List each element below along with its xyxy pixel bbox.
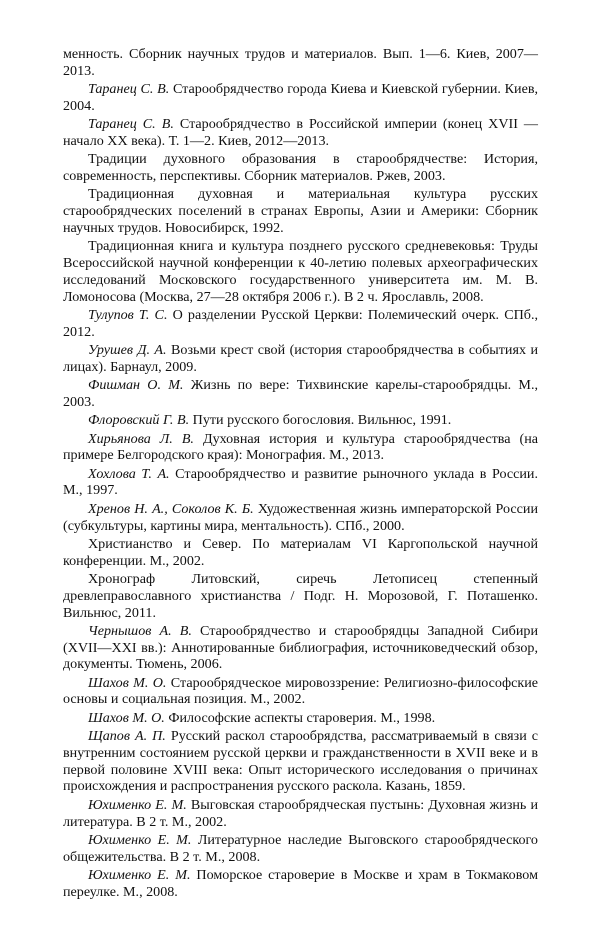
entry-author: Тулупов Т. С.	[88, 306, 168, 323]
entry-text: Возьми крест свой (история старообрядчества в событиях и лицах). Барнаул, 2009.	[63, 342, 538, 375]
entry-text: Традиции духовного образования в старообрядчестве: История, современность, перспективы. Сборник материалов. Ржев, 2003.	[63, 151, 538, 185]
bibliography-entry	[63, 675, 538, 709]
entry-text: Поморское староверие в Москве и храм в Токмаковом переулке. М., 2008.	[63, 866, 538, 900]
bibliography-entry	[63, 46, 538, 80]
entry-text: Русский раскол старообрядства, рассматриваемый в связи с внутренним состоянием русской церкви и гражданственности в XVII веке и в первой половине XVIII века: Опыт исторического исследования о причинах происхождения и распространения русского раскола. Казань, 1859.	[63, 728, 539, 795]
entry-text: менность. Сборник научных трудов и материалов. Вып. 1—6. Киев, 2007—2013.	[63, 46, 538, 79]
bibliography-entry	[63, 728, 538, 795]
entry-text: Традиционная книга и культура позднего русского средневековья: Труды Всероссийской научной конференции к 40-летию полевых археографических исследований Московского государственного университета им. М. В. Ломоносова (Москва, 27—28 октября 2006 г.). В 2 ч. Ярославль, 2008.	[63, 238, 538, 305]
entry-text: Философские аспекты староверия. М., 1998.	[168, 709, 436, 726]
entry-text: Старообрядчество и старообрядцы Западной Сибири (XVII—XXI вв.): Аннотированные библиография, источниковедческий обзор, документы. Тюмень, 2006.	[63, 622, 538, 673]
entry-author: Флоровский Г. В.	[88, 412, 190, 429]
entry-text: Пути русского богословия. Вильнюс, 1991.	[192, 412, 452, 429]
entry-author: Щапов А. П.	[88, 728, 166, 745]
bibliography-entry	[63, 307, 538, 341]
entry-author: Юхименко Е. М.	[88, 796, 187, 813]
entry-text: Старообрядчество и развитие рыночного уклада в России. М., 1997.	[63, 465, 538, 499]
entry-author: Хохлова Т. А.	[88, 465, 170, 482]
bibliography-entry	[63, 81, 538, 115]
bibliography-entry	[63, 377, 538, 411]
entry-author: Шахов М. О.	[88, 709, 165, 726]
entry-text: Старообрядчество в Российской империи (конец XVII — начало XX века). Т. 1—2. Киев, 2012—2013.	[63, 116, 538, 149]
bibliography-entry	[63, 186, 538, 236]
bibliography-entry	[63, 238, 538, 305]
bibliography-entry	[63, 797, 538, 831]
entry-text: Христианство и Север. По материалам VI Каргопольской научной конференции. М., 2002.	[63, 535, 538, 569]
bibliography-entry	[63, 571, 538, 621]
entry-text: Старообрядчество города Киева и Киевской губернии. Киев, 2004.	[63, 81, 538, 114]
entry-text: О разделении Русской Церкви: Полемический очерк. СПб., 2012.	[63, 306, 538, 340]
bibliography-entry	[63, 412, 538, 429]
entry-text: Литературное наследие Выговского старообрядческого общежительства. В 2 т. М., 2008.	[63, 831, 538, 865]
bibliography-entry	[63, 832, 538, 866]
bibliography-entry	[63, 431, 538, 465]
entry-text: Художественная жизнь императорской России (субкультуры, картины мира, ментальность). СПб., 2000.	[63, 500, 538, 534]
entry-text: Старообрядческое мировоззрение: Религиозно-философские основы и социальная позиция. М., 2002.	[63, 674, 538, 708]
entry-author: Хренов Н. А., Соколов К. Б.	[88, 500, 254, 517]
bibliography-entry	[63, 623, 538, 673]
entry-author: Таранец С. В.	[88, 81, 170, 98]
entry-author: Чернышов А. В.	[88, 622, 192, 639]
entry-author: Фишман О. М.	[88, 377, 184, 394]
bibliography-entry	[63, 151, 538, 185]
entry-text: Традиционная духовная и материальная культура русских старообрядческих поселений в странах Европы, Азии и Америки: Сборник научных трудов. Новосибирск, 1992.	[63, 186, 538, 236]
entry-text: Хронограф Литовский, сиречь Летописец степенный древлеправославного христианства / Подг. Н. Морозовой, Г. Поташенко. Вильнюс, 2011.	[63, 570, 538, 621]
bibliography-entry	[63, 710, 538, 727]
entry-text: Жизнь по вере: Тихвинские карелы-старообрядцы. М., 2003.	[63, 377, 538, 410]
entry-author: Юхименко Е. М.	[88, 831, 192, 848]
entry-text: Духовная история и культура старообрядчества (на примере Белгородского края): Монография. М., 2013.	[63, 430, 539, 464]
bibliography-entry	[63, 536, 538, 570]
bibliography-entry	[63, 867, 538, 901]
entry-text: Выговская старообрядческая пустынь: Духовная жизнь и литература. В 2 т. М., 2002.	[63, 796, 538, 830]
entry-author: Юхименко Е. М.	[88, 866, 191, 883]
entry-author: Таранец С. В.	[88, 116, 174, 133]
entry-author: Хирьянова Л. В.	[88, 430, 194, 447]
entry-author: Шахов М. О.	[88, 674, 167, 691]
entry-author: Урушев Д. А.	[88, 342, 167, 359]
bibliography-entry	[63, 116, 538, 150]
bibliography-entry	[63, 466, 538, 500]
bibliography-entry	[63, 342, 538, 376]
bibliography-entry	[63, 501, 538, 535]
